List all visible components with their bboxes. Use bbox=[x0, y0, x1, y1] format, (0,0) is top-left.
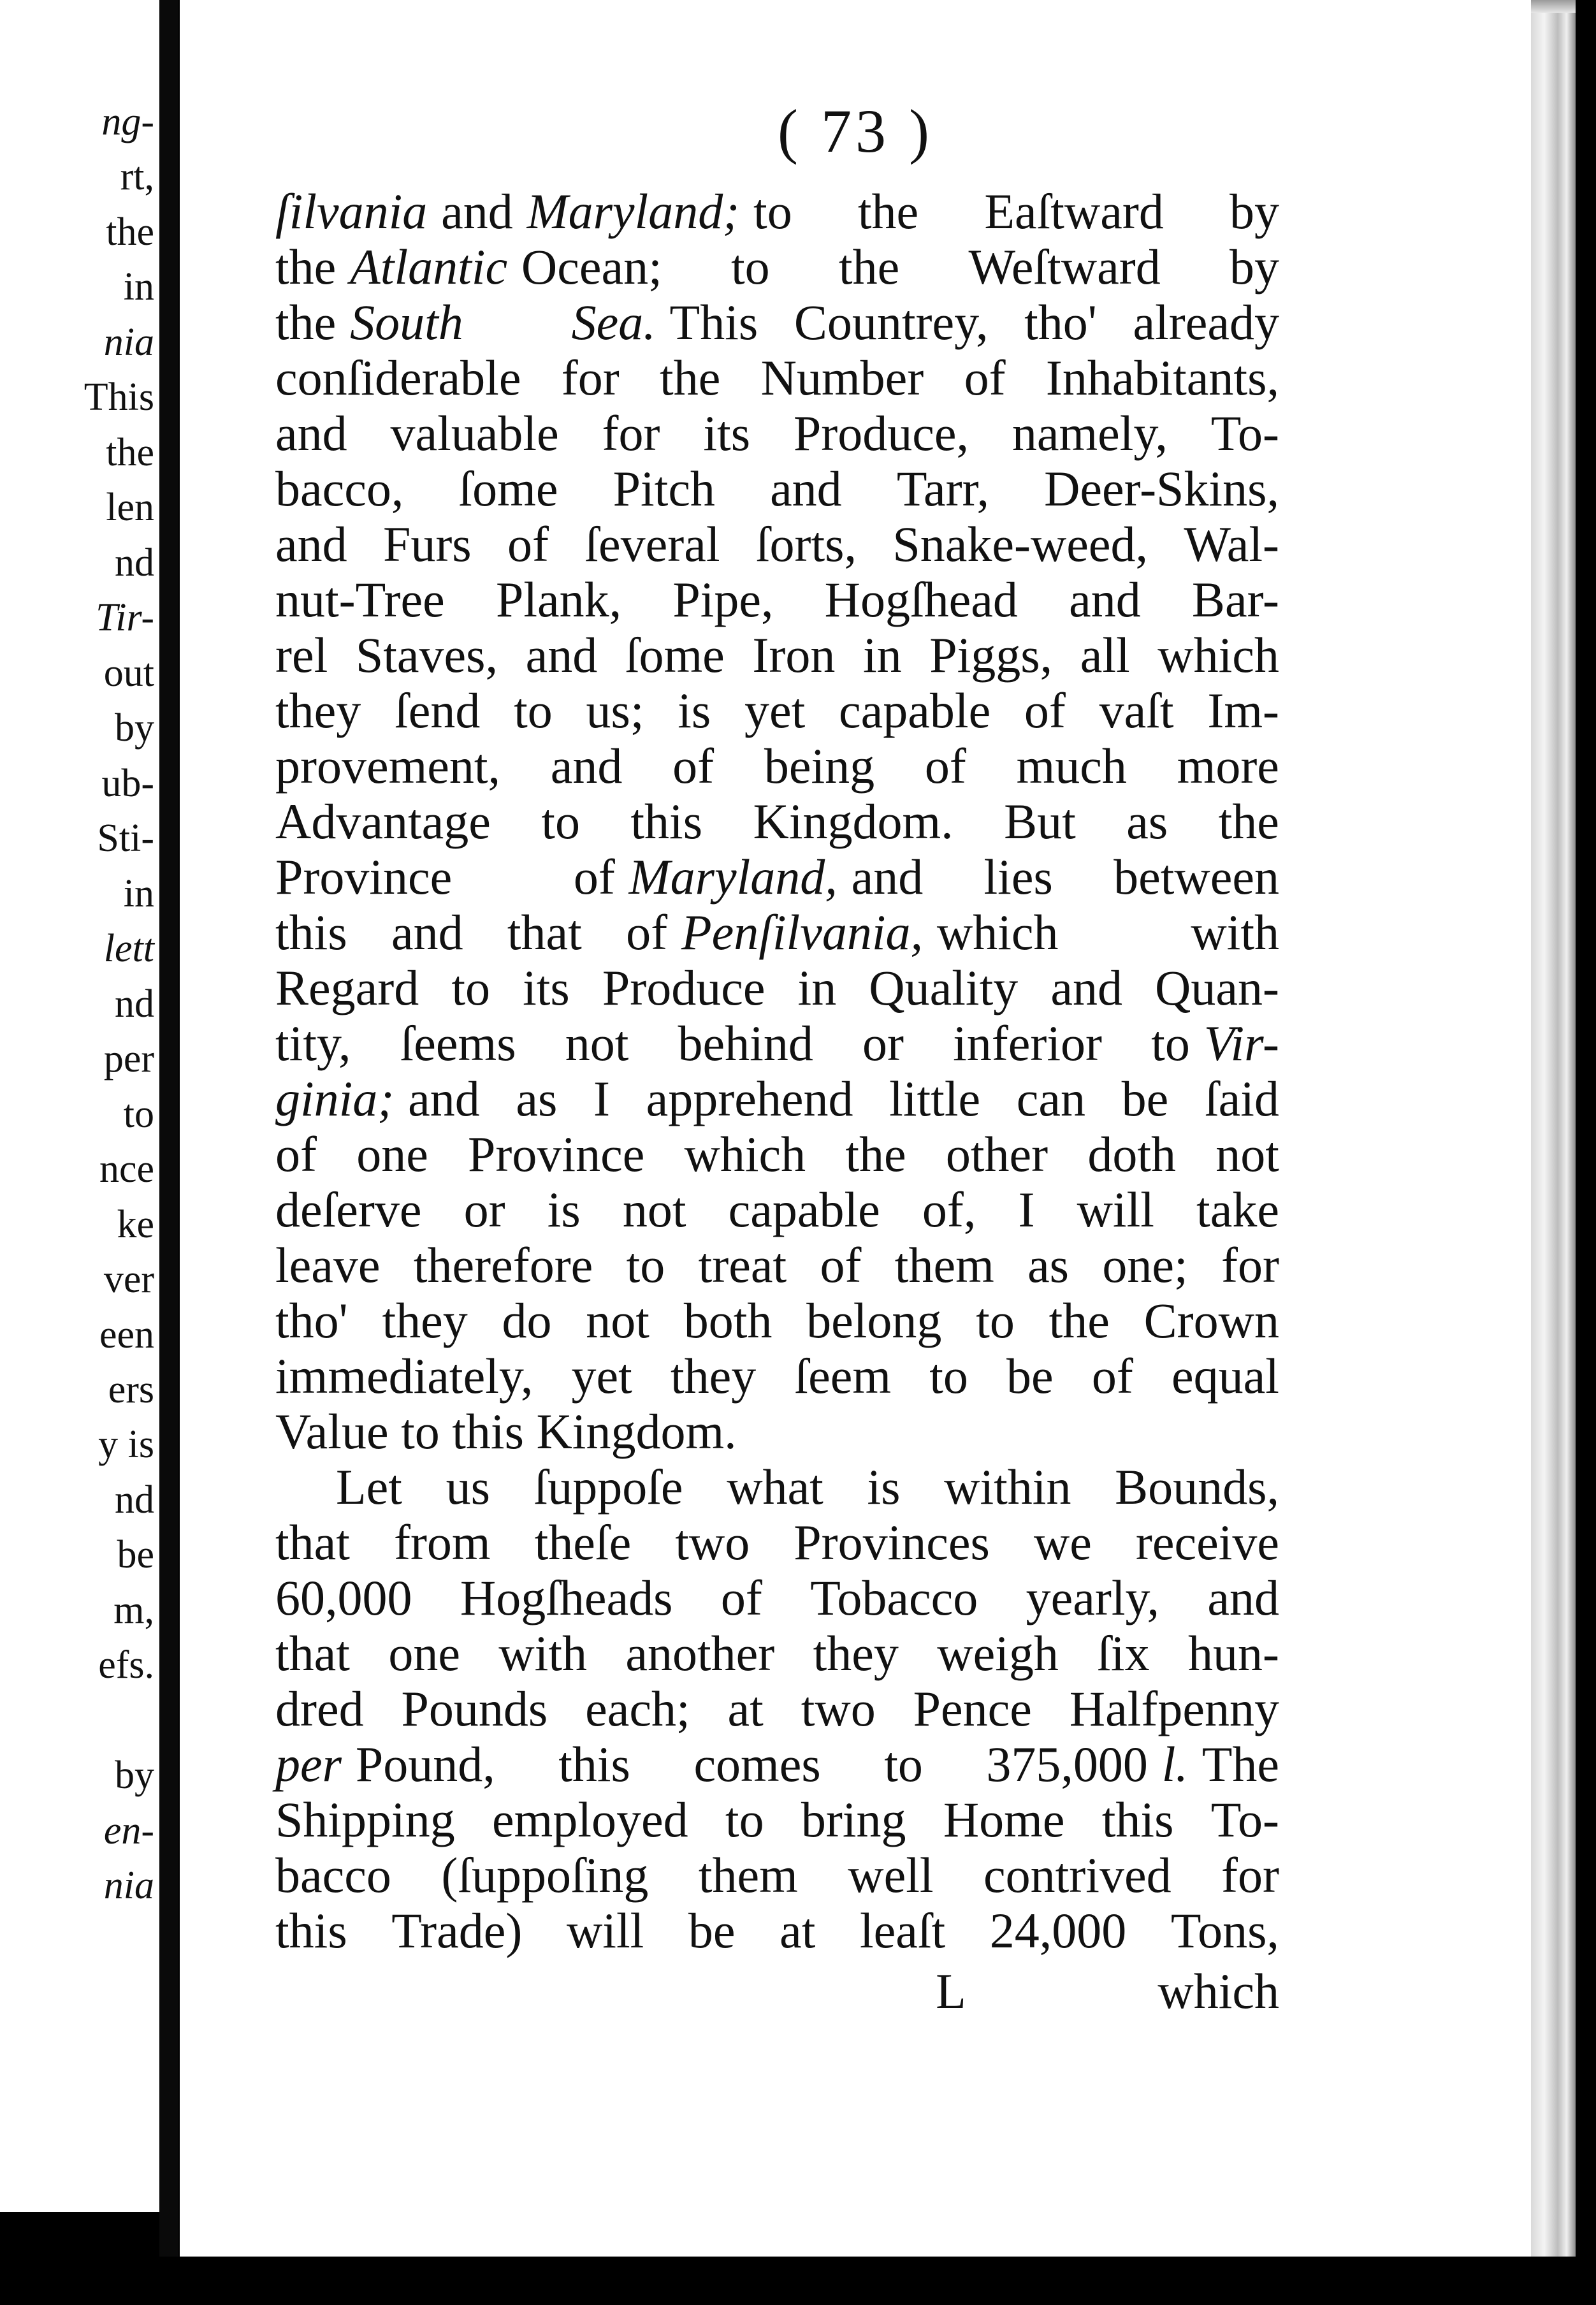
facing-page-fragment: Sti- bbox=[97, 817, 154, 860]
text-line bbox=[275, 184, 1279, 239]
text-line bbox=[275, 1293, 1279, 1348]
text-line bbox=[275, 1681, 1279, 1736]
text-segment: they ſend to us; is yet capable of vaſt Im- bbox=[275, 683, 1279, 738]
text-line bbox=[275, 1071, 1279, 1126]
text-line bbox=[275, 627, 1279, 683]
facing-page-fragment: een bbox=[99, 1313, 154, 1356]
text-line bbox=[275, 516, 1279, 572]
text-segment: provement, and of being of much more bbox=[275, 738, 1279, 794]
facing-page-fragment: nd bbox=[115, 982, 154, 1026]
facing-page-fragment: by bbox=[115, 1754, 154, 1797]
catchword: which bbox=[1157, 1963, 1279, 2019]
facing-page-fragment: the bbox=[106, 210, 154, 254]
text-line bbox=[275, 461, 1279, 516]
text-line bbox=[275, 1570, 1279, 1625]
text-segment: tho' they do not both belong to the Crown bbox=[275, 1293, 1279, 1348]
facing-page-fragment: ub- bbox=[101, 762, 154, 805]
text-segment: tity, ſeems not behind or inferior to bbox=[275, 1015, 1190, 1071]
text-line bbox=[275, 849, 1279, 905]
text-segment: that from theſe two Provinces we receive bbox=[275, 1515, 1279, 1570]
scan-border bbox=[0, 2257, 1596, 2305]
facing-page-fragment: efs. bbox=[98, 1643, 154, 1687]
text-segment: Ocean; to the Weſtward by bbox=[521, 239, 1279, 294]
text-segment: the bbox=[275, 294, 337, 350]
italic-text: per bbox=[275, 1736, 342, 1792]
text-segment: Province of bbox=[275, 849, 615, 905]
italic-text: ſilvania bbox=[275, 184, 428, 239]
italic-text: South Sea. bbox=[350, 294, 656, 350]
book-page bbox=[180, 0, 1531, 2257]
text-line bbox=[275, 1126, 1279, 1182]
text-segment: bacco (ſuppoſing them well contrived for bbox=[275, 1847, 1279, 1903]
facing-page-fragment: in bbox=[123, 872, 154, 915]
text-segment: and Furs of ſeveral ſorts, Snake-weed, Wal- bbox=[275, 516, 1279, 572]
text-segment: Regard to its Produce in Quality and Quan- bbox=[275, 960, 1279, 1015]
facing-page-fragment: to bbox=[123, 1093, 154, 1136]
text-segment: Pound, this comes to 375,000 bbox=[355, 1736, 1148, 1792]
facing-page-fragment: en- bbox=[103, 1809, 154, 1852]
text-segment: nut-Tree Plank, Pipe, Hogſhead and Bar- bbox=[275, 572, 1279, 627]
text-segment: and as I apprehend little can be ſaid bbox=[408, 1071, 1279, 1126]
signature-mark: L bbox=[936, 1963, 966, 2019]
facing-page-fragment: ng- bbox=[101, 100, 154, 143]
text-line bbox=[275, 738, 1279, 794]
facing-page-fragment: ke bbox=[117, 1203, 154, 1246]
facing-page-fragment: the bbox=[106, 431, 154, 474]
text-line bbox=[275, 239, 1279, 294]
text-segment: that one with another they weigh ſix hun- bbox=[275, 1625, 1279, 1681]
text-line bbox=[275, 1404, 1279, 1459]
facing-page-fragment: lett bbox=[103, 927, 154, 970]
text-segment: to the Eaſtward by bbox=[753, 184, 1279, 239]
text-segment: and lies between bbox=[851, 849, 1279, 905]
facing-page-fragment: per bbox=[103, 1037, 154, 1080]
text-segment: The bbox=[1201, 1736, 1279, 1792]
text-line bbox=[275, 1015, 1279, 1071]
text-segment: and valuable for its Produce, namely, To- bbox=[275, 405, 1279, 461]
text-line bbox=[275, 683, 1279, 738]
facing-page bbox=[0, 0, 161, 2212]
body-text bbox=[275, 184, 1279, 1958]
text-line bbox=[275, 960, 1279, 1015]
italic-text: l. bbox=[1161, 1736, 1188, 1792]
text-line bbox=[275, 1792, 1279, 1847]
facing-page-fragment: Tir- bbox=[96, 596, 154, 639]
facing-page-fragment: nd bbox=[115, 1478, 154, 1522]
text-segment: rel Staves, and ſome Iron in Piggs, all which bbox=[275, 627, 1279, 683]
text-line bbox=[275, 1515, 1279, 1570]
text-segment: 60,000 Hogſheads of Tobacco yearly, and bbox=[275, 1570, 1279, 1625]
text-line bbox=[275, 905, 1279, 960]
page-edge bbox=[1531, 13, 1576, 2257]
text-line bbox=[275, 794, 1279, 849]
text-segment: of one Province which the other doth not bbox=[275, 1126, 1279, 1182]
italic-text: Atlantic bbox=[350, 239, 508, 294]
text-segment: Shipping employed to bring Home this To- bbox=[275, 1792, 1279, 1847]
page-number: ( 73 ) bbox=[778, 97, 933, 165]
facing-page-fragment: len bbox=[106, 486, 154, 529]
text-segment: and bbox=[441, 184, 513, 239]
text-segment: this Trade) will be at leaſt 24,000 Tons, bbox=[275, 1903, 1279, 1958]
facing-page-fragment: by bbox=[115, 706, 154, 750]
facing-page-fragment: This bbox=[83, 375, 154, 419]
text-line bbox=[275, 405, 1279, 461]
italic-text: Maryland, bbox=[628, 849, 838, 905]
text-segment: This Countrey, tho' already bbox=[669, 294, 1279, 350]
facing-page-fragment: nia bbox=[103, 1864, 154, 1907]
text-segment: conſiderable for the Number of Inhabitants, bbox=[275, 350, 1279, 405]
text-segment: leave therefore to treat of them as one; for bbox=[275, 1237, 1279, 1293]
text-segment: immediately, yet they ſeem to be of equal bbox=[275, 1348, 1279, 1404]
facing-page-fragment: ver bbox=[103, 1258, 154, 1301]
text-segment: the bbox=[275, 239, 337, 294]
facing-page-fragment: in bbox=[123, 265, 154, 309]
facing-page-fragment: y is bbox=[98, 1423, 154, 1466]
text-line bbox=[275, 350, 1279, 405]
italic-text: Maryland; bbox=[526, 184, 740, 239]
text-segment: bacco, ſome Pitch and Tarr, Deer-Skins, bbox=[275, 461, 1279, 516]
text-line bbox=[275, 294, 1279, 350]
text-line bbox=[275, 1348, 1279, 1404]
facing-page-fragment: rt, bbox=[120, 155, 154, 198]
italic-text: ginia; bbox=[275, 1071, 395, 1126]
facing-page-fragment: be bbox=[117, 1533, 154, 1576]
text-line bbox=[275, 1459, 1279, 1515]
text-segment: Value to this Kingdom. bbox=[275, 1404, 737, 1459]
text-line bbox=[275, 1736, 1279, 1792]
text-line bbox=[275, 1847, 1279, 1903]
text-line bbox=[275, 572, 1279, 627]
text-line bbox=[275, 1903, 1279, 1958]
text-line bbox=[275, 1625, 1279, 1681]
facing-page-fragment: out bbox=[103, 651, 154, 695]
book-gutter bbox=[159, 0, 178, 2305]
italic-text: Penſilvania, bbox=[681, 905, 924, 960]
text-segment: dred Pounds each; at two Pence Halfpenny bbox=[275, 1681, 1279, 1736]
facing-page-fragment: ers bbox=[108, 1368, 154, 1411]
text-line bbox=[275, 1182, 1279, 1237]
facing-page-fragment: nd bbox=[115, 541, 154, 585]
facing-page-fragment: m, bbox=[113, 1589, 154, 1632]
text-segment: Let us ſuppoſe what is within Bounds, bbox=[336, 1459, 1279, 1515]
facing-page-fragment: nce bbox=[99, 1147, 154, 1191]
facing-page-fragment: nia bbox=[103, 321, 154, 364]
text-segment: Advantage to this Kingdom. But as the bbox=[275, 794, 1279, 849]
text-segment: which with bbox=[936, 905, 1279, 960]
text-segment: deſerve or is not capable of, I will take bbox=[275, 1182, 1279, 1237]
text-line bbox=[275, 1237, 1279, 1293]
page-footer bbox=[275, 1963, 1279, 2019]
italic-text: Vir- bbox=[1203, 1015, 1279, 1071]
text-segment: this and that of bbox=[275, 905, 668, 960]
